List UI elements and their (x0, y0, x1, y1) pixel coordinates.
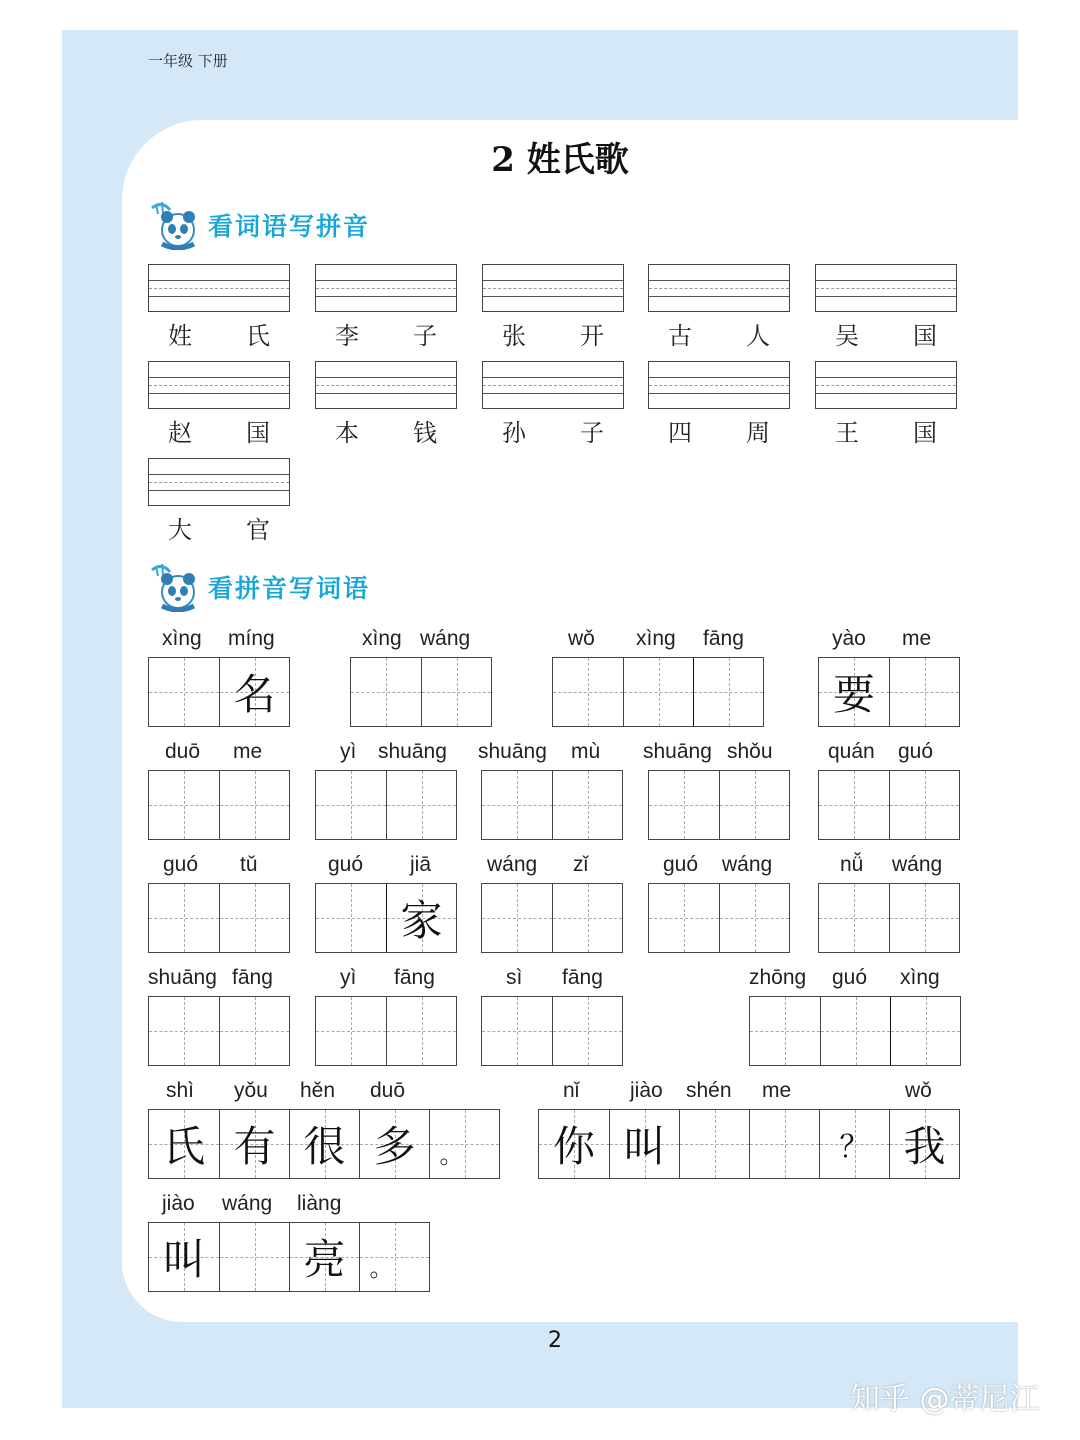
cell-char: 你 (552, 1122, 595, 1171)
pinyin-answer-box[interactable] (148, 458, 290, 506)
blank-writing-cell[interactable] (149, 771, 219, 839)
blank-writing-cell[interactable] (553, 658, 623, 726)
pinyin-label: guó (163, 853, 199, 876)
pinyin-label: yǒu (234, 1079, 268, 1102)
pinyin-label: guó (663, 853, 699, 876)
character-cell (819, 658, 889, 726)
tianzige-grid (315, 883, 457, 953)
pinyin-label: yì (340, 740, 357, 763)
pinyin-label: me (233, 740, 263, 763)
pinyin-answer-box[interactable] (148, 264, 290, 312)
tianzige-grid (818, 657, 960, 727)
pinyin-label: shuāng (643, 740, 712, 763)
word-label (648, 413, 790, 448)
word-char: 子 (580, 419, 604, 447)
pinyin-label: jiào (162, 1192, 195, 1215)
tianzige-grid (148, 996, 290, 1066)
cell-char: 亮 (303, 1235, 346, 1284)
blank-writing-cell[interactable] (149, 997, 219, 1065)
pinyin-label: wáng (487, 853, 538, 876)
pinyin-label: mù (571, 740, 601, 763)
pinyin-label: míng (228, 627, 275, 650)
character-cell (219, 658, 289, 726)
blank-writing-cell[interactable] (219, 771, 289, 839)
word-label (815, 316, 957, 351)
blank-writing-cell[interactable] (316, 997, 386, 1065)
word-label (148, 413, 290, 448)
word-char: 吴 (835, 322, 859, 350)
blank-writing-cell[interactable] (623, 658, 693, 726)
pinyin-label: wáng (420, 627, 471, 650)
blank-writing-cell[interactable] (890, 997, 960, 1065)
pinyin-label: nǚ (840, 853, 864, 876)
blank-writing-cell[interactable] (482, 771, 552, 839)
pinyin-label: fāng (394, 966, 435, 989)
character-cell (819, 1110, 889, 1178)
pinyin-answer-box[interactable] (482, 361, 624, 409)
tianzige-grid (481, 996, 623, 1066)
tianzige-grid (148, 1222, 430, 1292)
tianzige-grid (648, 770, 790, 840)
word-label (815, 413, 957, 448)
cell-char: 多 (373, 1122, 416, 1171)
cell-char: 有 (233, 1122, 276, 1171)
pinyin-answer-box[interactable] (648, 361, 790, 409)
cell-char: 。 (369, 1254, 394, 1282)
cell-char: 。 (439, 1141, 464, 1169)
tianzige-grid (481, 883, 623, 953)
cell-char: 我 (903, 1122, 946, 1171)
word-char: 赵 (168, 419, 192, 447)
character-cell (149, 1223, 219, 1291)
blank-writing-cell[interactable] (889, 884, 959, 952)
word-label (148, 316, 290, 351)
word-label (315, 316, 457, 351)
pinyin-answer-box[interactable] (315, 264, 457, 312)
panda-icon (148, 562, 204, 612)
section1-header (148, 200, 370, 250)
cell-char: 很 (303, 1122, 346, 1171)
pinyin-label: nǐ (563, 1079, 580, 1102)
tianzige-grid (552, 657, 764, 727)
pinyin-answer-box[interactable] (148, 361, 290, 409)
blank-writing-cell[interactable] (820, 997, 890, 1065)
word-label (648, 316, 790, 351)
character-cell (359, 1110, 429, 1178)
word-label (482, 316, 624, 351)
character-cell (359, 1223, 429, 1291)
blank-writing-cell[interactable] (889, 658, 959, 726)
blank-writing-cell[interactable] (889, 771, 959, 839)
blank-writing-cell[interactable] (679, 1110, 749, 1178)
pinyin-label: shuāng (378, 740, 447, 763)
word-label (148, 510, 290, 545)
blank-writing-cell[interactable] (649, 771, 719, 839)
pinyin-label: wáng (222, 1192, 273, 1215)
blank-writing-cell[interactable] (316, 771, 386, 839)
word-label (315, 413, 457, 448)
pinyin-label: hěn (300, 1079, 336, 1102)
word-char: 钱 (413, 419, 437, 447)
word-char: 开 (580, 322, 604, 350)
pinyin-label: wǒ (568, 627, 595, 650)
blank-writing-cell[interactable] (693, 658, 763, 726)
tianzige-grid (481, 770, 623, 840)
word-char: 四 (668, 419, 692, 447)
pinyin-label: me (762, 1079, 792, 1102)
pinyin-label: liàng (297, 1192, 342, 1215)
tianzige-grid (315, 996, 457, 1066)
character-cell (889, 1110, 959, 1178)
lesson-title: 2 姓氏歌 (491, 140, 629, 180)
tianzige-grid (818, 770, 960, 840)
tianzige-grid (148, 657, 290, 727)
pinyin-label: fāng (232, 966, 273, 989)
pinyin-label: jiào (630, 1079, 663, 1102)
word-char: 大 (168, 516, 192, 544)
word-char: 李 (335, 322, 359, 350)
blank-writing-cell[interactable] (316, 884, 386, 952)
pinyin-answer-box[interactable] (815, 264, 957, 312)
section2-header (148, 562, 370, 612)
blank-writing-cell[interactable] (819, 884, 889, 952)
pinyin-label: duō (165, 740, 201, 763)
blank-writing-cell[interactable] (219, 997, 289, 1065)
tianzige-grid (315, 770, 457, 840)
pinyin-label: xìng (162, 627, 202, 650)
character-cell (149, 1110, 219, 1178)
character-cell (429, 1110, 499, 1178)
blank-writing-cell[interactable] (351, 658, 421, 726)
blank-writing-cell[interactable] (649, 884, 719, 952)
panda-icon (148, 200, 204, 250)
pinyin-label: wáng (892, 853, 943, 876)
pinyin-label: zǐ (573, 853, 589, 876)
word-char: 国 (246, 419, 270, 447)
cell-char: 名 (233, 670, 276, 719)
pinyin-label: shì (166, 1079, 195, 1102)
pinyin-answer-box[interactable] (815, 361, 957, 409)
blank-writing-cell[interactable] (819, 771, 889, 839)
pinyin-label: shǒu (727, 740, 773, 763)
cell-char: 家 (400, 896, 443, 945)
pinyin-label: guó (328, 853, 364, 876)
character-cell (609, 1110, 679, 1178)
tianzige-grid (148, 770, 290, 840)
section2-title: 看拼音写词语 (208, 574, 371, 603)
word-char: 本 (335, 419, 359, 447)
watermark: 知乎 @蒂尼江 (850, 1382, 1040, 1417)
cell-char: 要 (832, 670, 875, 719)
blank-writing-cell[interactable] (421, 658, 491, 726)
word-char: 张 (502, 322, 526, 350)
blank-writing-cell[interactable] (749, 1110, 819, 1178)
grade-label: 一年级 下册 (148, 52, 228, 70)
tianzige-grid (749, 996, 961, 1066)
pinyin-label: jiā (410, 853, 432, 876)
pinyin-label: fāng (703, 627, 744, 650)
blank-writing-cell[interactable] (219, 884, 289, 952)
tianzige-grid (538, 1109, 960, 1179)
pinyin-answer-box[interactable] (648, 264, 790, 312)
blank-writing-cell[interactable] (552, 884, 622, 952)
pinyin-answer-box[interactable] (482, 264, 624, 312)
word-char: 孙 (502, 419, 526, 447)
cell-char: ？ (839, 1130, 870, 1165)
section1-title: 看词语写拼音 (208, 212, 371, 241)
tianzige-grid (648, 883, 790, 953)
word-char: 人 (746, 322, 770, 350)
word-char: 国 (913, 419, 937, 447)
pinyin-label: quán (828, 740, 875, 763)
blank-writing-cell[interactable] (552, 771, 622, 839)
pinyin-label: sì (506, 966, 523, 989)
cell-char: 叫 (623, 1122, 666, 1171)
pinyin-label: yào (832, 627, 866, 650)
pinyin-label: xìng (362, 627, 402, 650)
blank-writing-cell[interactable] (149, 884, 219, 952)
word-char: 姓 (168, 322, 192, 350)
pinyin-label: guó (832, 966, 868, 989)
pinyin-label: tǔ (240, 853, 258, 876)
pinyin-label: wǒ (905, 1079, 932, 1102)
character-cell (289, 1110, 359, 1178)
blank-writing-cell[interactable] (386, 771, 456, 839)
character-cell (386, 884, 456, 952)
word-char: 官 (246, 516, 270, 544)
pinyin-label: yì (340, 966, 357, 989)
word-char: 国 (913, 322, 937, 350)
blank-writing-cell[interactable] (219, 1223, 289, 1291)
word-char: 氏 (246, 322, 270, 350)
character-cell (219, 1110, 289, 1178)
pinyin-label: wáng (722, 853, 773, 876)
pinyin-label: fāng (562, 966, 603, 989)
word-char: 周 (746, 419, 770, 447)
pinyin-label: zhōng (749, 966, 807, 989)
pinyin-label: me (902, 627, 932, 650)
pinyin-label: duō (370, 1079, 406, 1102)
character-cell (289, 1223, 359, 1291)
pinyin-label: shuāng (148, 966, 217, 989)
word-label (482, 413, 624, 448)
word-char: 子 (413, 322, 437, 350)
page-number: 2 (548, 1328, 562, 1353)
blank-writing-cell[interactable] (386, 997, 456, 1065)
word-char: 王 (835, 419, 859, 447)
cell-char: 叫 (162, 1235, 205, 1284)
pinyin-label: shuāng (478, 740, 547, 763)
cell-char: 氏 (162, 1122, 205, 1171)
word-char: 古 (668, 322, 692, 350)
tianzige-grid (148, 1109, 500, 1179)
character-cell (539, 1110, 609, 1178)
pinyin-label: shén (686, 1079, 732, 1102)
blank-writing-cell[interactable] (552, 997, 622, 1065)
tianzige-grid (818, 883, 960, 953)
blank-writing-cell[interactable] (482, 997, 552, 1065)
pinyin-answer-box[interactable] (315, 361, 457, 409)
pinyin-label: xìng (636, 627, 676, 650)
pinyin-label: xìng (900, 966, 940, 989)
blank-writing-cell[interactable] (719, 884, 789, 952)
blank-writing-cell[interactable] (149, 658, 219, 726)
pinyin-label: guó (898, 740, 934, 763)
tianzige-grid (350, 657, 492, 727)
blank-writing-cell[interactable] (482, 884, 552, 952)
blank-writing-cell[interactable] (719, 771, 789, 839)
blank-writing-cell[interactable] (750, 997, 820, 1065)
tianzige-grid (148, 883, 290, 953)
